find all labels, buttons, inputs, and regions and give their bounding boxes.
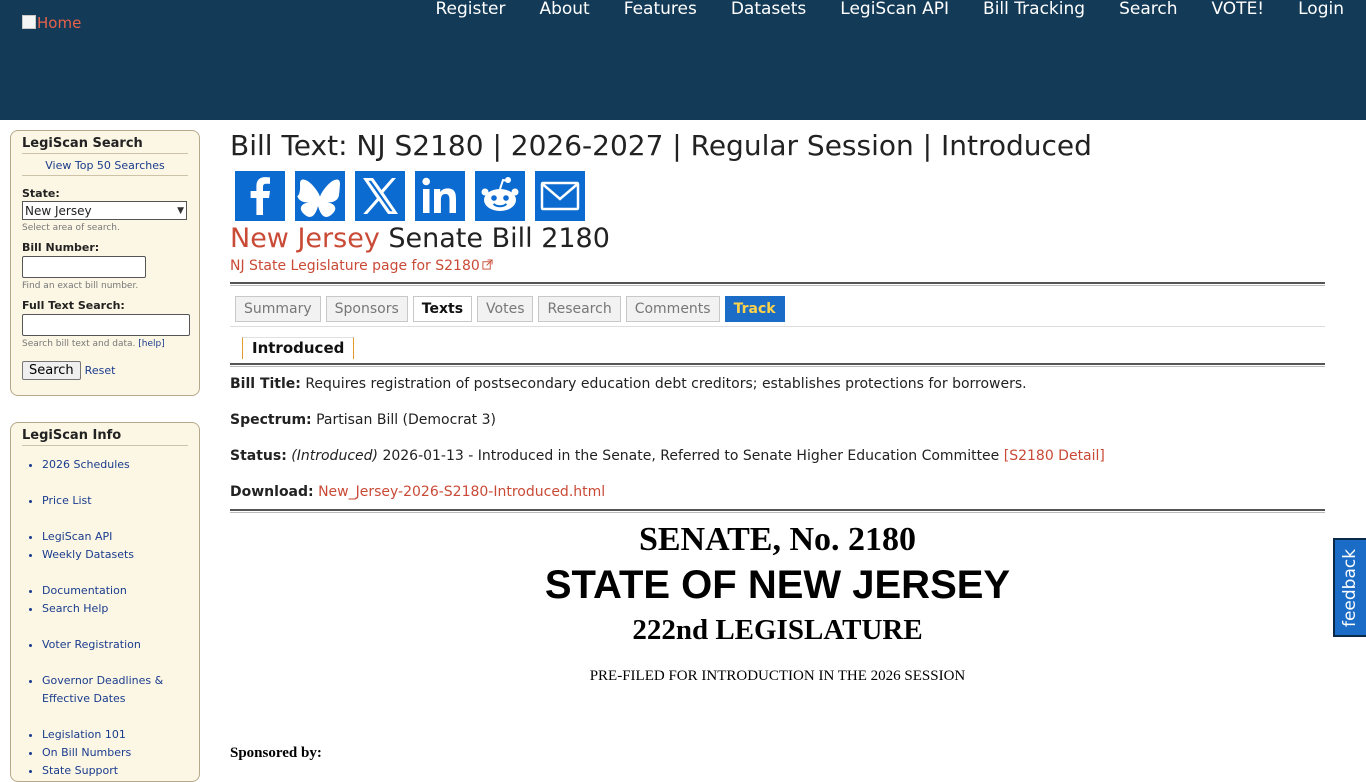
spectrum-label: Spectrum: bbox=[230, 412, 312, 428]
info-box-title: LegiScan Info bbox=[22, 428, 188, 446]
subtab-introduced[interactable]: Introduced bbox=[242, 337, 354, 359]
facebook-icon[interactable] bbox=[235, 171, 285, 221]
full-text-hint-text: Search bill text and data. bbox=[22, 339, 136, 349]
download-label: Download: bbox=[230, 484, 314, 500]
top-searches-link[interactable]: View Top 50 Searches bbox=[22, 154, 188, 176]
info-link-price-list[interactable]: Price List bbox=[42, 494, 92, 507]
doc-state: STATE OF NEW JERSEY bbox=[544, 563, 1011, 607]
reset-link[interactable]: Reset bbox=[84, 364, 116, 377]
list-item bbox=[42, 456, 188, 474]
bill-title-field bbox=[230, 375, 1325, 393]
bill-number-hint: Find an exact bill number. bbox=[22, 281, 139, 291]
nav-about[interactable]: About bbox=[539, 0, 590, 19]
divider bbox=[230, 326, 1325, 327]
bill-title-label: Bill Title: bbox=[230, 376, 301, 392]
doc-legislature: 222nd LEGISLATURE bbox=[632, 614, 923, 646]
divider bbox=[230, 363, 1325, 367]
info-link-governor-deadlines[interactable]: Governor Deadlines & Effective Dates bbox=[42, 674, 164, 705]
list-item bbox=[42, 744, 188, 762]
list-item bbox=[42, 528, 188, 546]
download-link[interactable]: New_Jersey-2026-S2180-Introduced.html bbox=[318, 484, 606, 500]
info-link-api[interactable]: LegiScan API bbox=[42, 530, 113, 543]
state-select[interactable] bbox=[22, 201, 187, 220]
info-link-bill-numbers[interactable]: On Bill Numbers bbox=[42, 746, 132, 759]
status-stage: (Introduced) bbox=[291, 448, 378, 464]
info-link-documentation[interactable]: Documentation bbox=[42, 584, 127, 597]
full-text-label: Full Text Search: bbox=[22, 299, 125, 312]
nav-register[interactable]: Register bbox=[435, 0, 506, 19]
list-item bbox=[42, 600, 188, 618]
state-legislature-link-text: NJ State Legislature page for S2180 bbox=[230, 258, 480, 274]
status-field bbox=[230, 447, 1325, 465]
full-text-hint bbox=[22, 339, 188, 349]
list-item bbox=[42, 726, 188, 744]
state-label: State: bbox=[22, 187, 60, 200]
tab-summary[interactable]: Summary bbox=[235, 296, 321, 322]
search-actions bbox=[22, 361, 188, 380]
page-title: Bill Text: NJ S2180 | 2026-2027 | Regular Session | Introduced bbox=[230, 129, 1092, 162]
state-hint: Select area of search. bbox=[22, 223, 120, 233]
bill-title-value: Requires registration of postsecondary education debt creditors; establishes protections for borrowers. bbox=[305, 376, 1027, 392]
divider bbox=[230, 282, 1325, 286]
info-link-state-support[interactable]: State Support bbox=[42, 764, 119, 777]
top-nav bbox=[418, 0, 1366, 22]
full-text-input[interactable] bbox=[22, 314, 190, 336]
feedback-label: feedback bbox=[1340, 548, 1361, 627]
nav-features[interactable]: Features bbox=[623, 0, 697, 19]
list-item bbox=[42, 762, 188, 780]
reddit-icon[interactable] bbox=[475, 171, 525, 221]
tab-track[interactable]: Track bbox=[725, 296, 785, 322]
chevron-down-icon: ▼ bbox=[177, 205, 184, 216]
tab-comments[interactable]: Comments bbox=[626, 296, 720, 322]
doc-bill-number: SENATE, No. 2180 bbox=[638, 521, 917, 558]
list-item bbox=[42, 672, 188, 708]
info-link-search-help[interactable]: Search Help bbox=[42, 602, 109, 615]
nav-bill-tracking[interactable]: Bill Tracking bbox=[983, 0, 1086, 19]
bill-detail-link[interactable]: [S2180 Detail] bbox=[1003, 448, 1105, 464]
external-link-icon bbox=[482, 259, 493, 270]
list-item bbox=[42, 582, 188, 600]
social-share-bar bbox=[230, 171, 1325, 221]
linkedin-icon[interactable] bbox=[415, 171, 465, 221]
state-legislature-link[interactable] bbox=[230, 258, 493, 274]
doc-sponsored-by: Sponsored by: bbox=[230, 745, 322, 761]
nav-vote[interactable]: VOTE! bbox=[1211, 0, 1265, 19]
tab-votes[interactable]: Votes bbox=[477, 296, 533, 322]
list-item bbox=[42, 636, 188, 654]
home-logo-alt: Home bbox=[37, 14, 82, 32]
tab-research[interactable]: Research bbox=[538, 296, 620, 322]
doc-session-note: PRE-FILED FOR INTRODUCTION IN THE 2026 SESSION bbox=[589, 668, 966, 684]
text-version-tabs bbox=[230, 337, 1325, 359]
list-item bbox=[42, 492, 188, 510]
broken-image-icon bbox=[22, 15, 36, 29]
nav-search[interactable]: Search bbox=[1119, 0, 1178, 19]
bill-number-label: Bill Number: bbox=[22, 241, 100, 254]
status-value: 2026-01-13 - Introduced in the Senate, Referred to Senate Higher Education Committee bbox=[382, 448, 1000, 464]
info-link-voter-registration[interactable]: Voter Registration bbox=[42, 638, 141, 651]
x-icon[interactable] bbox=[355, 171, 405, 221]
bill-heading bbox=[230, 223, 1325, 255]
nav-login[interactable]: Login bbox=[1298, 0, 1344, 19]
divider bbox=[230, 509, 1325, 513]
list-item bbox=[42, 546, 188, 564]
download-field bbox=[230, 483, 1325, 501]
state-select-value: New Jersey bbox=[25, 203, 92, 218]
bill-document bbox=[230, 520, 1325, 762]
info-link-schedules[interactable]: 2026 Schedules bbox=[42, 458, 130, 471]
search-box-title: LegiScan Search bbox=[22, 136, 188, 154]
home-logo-link[interactable] bbox=[22, 14, 81, 32]
bill-number-input[interactable] bbox=[22, 256, 146, 278]
bill-state-link[interactable]: New Jersey bbox=[230, 223, 380, 254]
email-icon[interactable] bbox=[535, 171, 585, 221]
nav-datasets[interactable]: Datasets bbox=[730, 0, 807, 19]
spectrum-field bbox=[230, 411, 1325, 429]
bluesky-icon[interactable] bbox=[295, 171, 345, 221]
search-button[interactable]: Search bbox=[22, 361, 81, 380]
help-link[interactable]: [help] bbox=[138, 339, 165, 349]
info-links bbox=[22, 456, 188, 780]
spectrum-value: Partisan Bill (Democrat 3) bbox=[316, 412, 496, 428]
tab-sponsors[interactable]: Sponsors bbox=[326, 296, 408, 322]
bill-tabs bbox=[230, 296, 1325, 322]
status-label: Status: bbox=[230, 448, 287, 464]
info-link-datasets[interactable]: Weekly Datasets bbox=[42, 548, 135, 561]
bill-name: Senate Bill 2180 bbox=[379, 223, 610, 254]
info-link-legislation-101[interactable]: Legislation 101 bbox=[42, 728, 126, 741]
legiscan-search-box bbox=[10, 130, 200, 396]
feedback-button[interactable] bbox=[1333, 538, 1366, 637]
main-content bbox=[230, 128, 1325, 513]
legiscan-info-box bbox=[10, 422, 200, 782]
site-header bbox=[0, 0, 1366, 120]
nav-legiscan-api[interactable]: LegiScan API bbox=[840, 0, 950, 19]
tab-texts[interactable]: Texts bbox=[413, 296, 472, 322]
